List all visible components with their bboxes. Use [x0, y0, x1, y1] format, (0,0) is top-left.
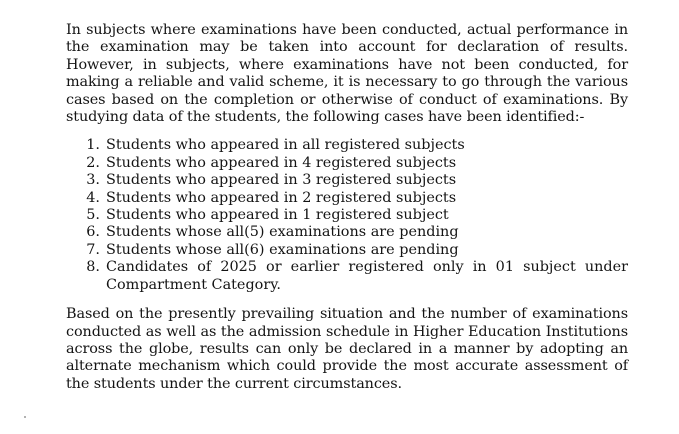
document-page — [66, 22, 628, 393]
list-item-number: 3. — [86, 172, 100, 189]
list-item — [66, 155, 628, 172]
list-item-number: 2. — [86, 154, 100, 171]
list-item-text: Candidates of 2025 or earlier registered only in 01 subject under Compartment Category. — [106, 259, 628, 293]
conclusion-paragraph: Based on the presently prevailing situation and the number of examinations conducted as well as the admission schedule in Higher Education Institutions across the globe, results can only be declared in a manner by adopting an alternate mechanism which could provide the most accurate assessment of the students under the current circumstances. — [66, 306, 628, 392]
list-item — [66, 259, 628, 294]
list-item — [66, 242, 628, 259]
list-item-text: Students who appeared in 2 registered subjects — [106, 189, 457, 206]
list-item-text: Students whose all(5) examinations are pending — [106, 224, 459, 241]
list-item-text: Students whose all(6) examinations are pending — [106, 241, 459, 258]
cases-list — [66, 137, 628, 294]
list-item-text: Students who appeared in 1 registered subject — [106, 207, 449, 224]
scan-speck — [24, 416, 26, 418]
list-item-number: 8. — [86, 259, 100, 276]
list-item-number: 5. — [86, 207, 100, 224]
list-item-text: Students who appeared in 4 registered subjects — [106, 154, 457, 171]
list-item-text: Students who appeared in all registered subjects — [106, 137, 465, 154]
list-item-number: 1. — [86, 137, 100, 154]
list-item-text: Students who appeared in 3 registered subjects — [106, 172, 457, 189]
list-item — [66, 190, 628, 207]
list-item — [66, 224, 628, 241]
list-item — [66, 207, 628, 224]
list-item-number: 7. — [86, 241, 100, 258]
intro-paragraph: In subjects where examinations have been conducted, actual performance in the examination may be taken into account for declaration of results. However, in subjects, where examinations have not been conducted, for making a reliable and valid scheme, it is necessary to go through the various cases based on the completion or otherwise of conduct of examinations. By studying data of the students, the following cases have been identified:- — [66, 22, 628, 126]
list-item — [66, 137, 628, 154]
list-item-number: 4. — [86, 189, 100, 206]
list-item — [66, 172, 628, 189]
list-item-number: 6. — [86, 224, 100, 241]
